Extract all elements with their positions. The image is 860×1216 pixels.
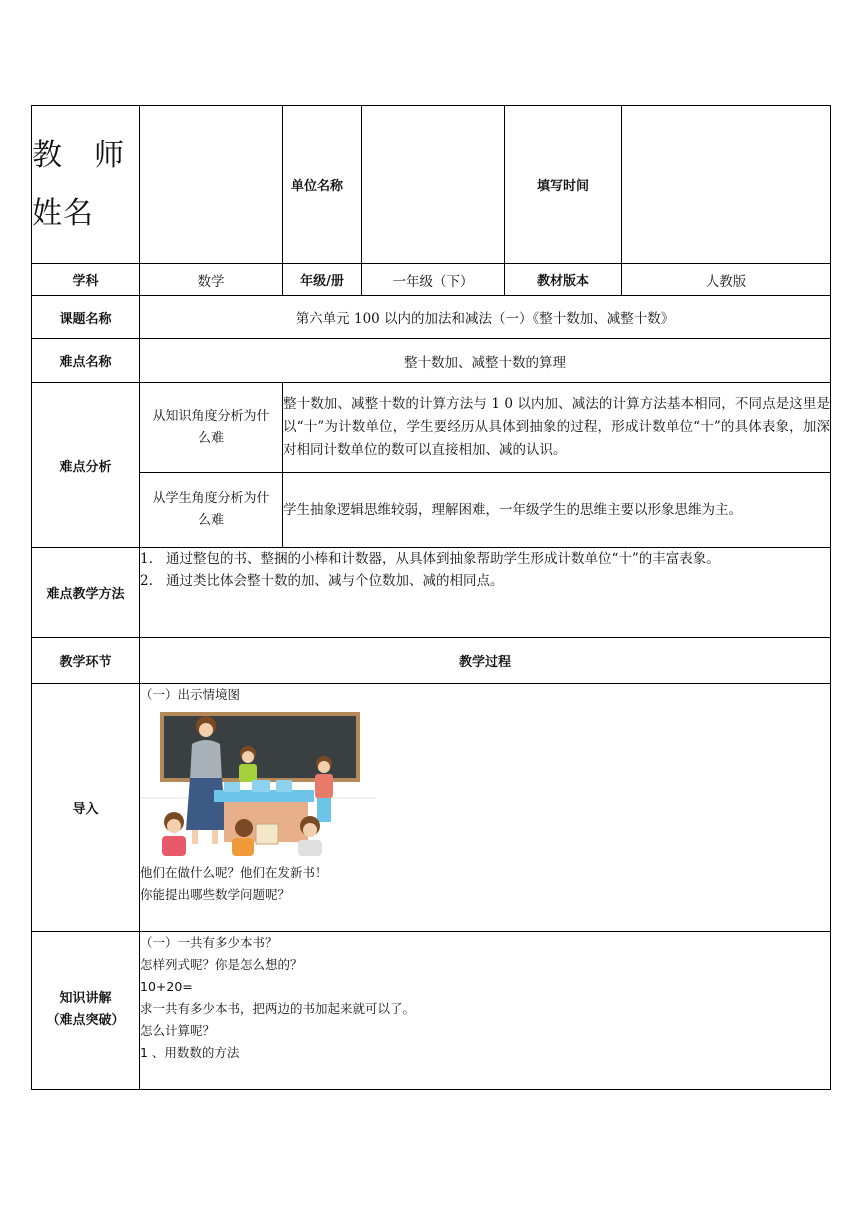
time-value[interactable] [622,106,831,264]
knowledge-line: 1 、用数数的方法 [140,1044,240,1060]
teacher-name-label-line2: 姓名 [32,195,94,231]
process-header-row [32,638,831,683]
method-item [140,570,830,592]
intro-title: （一）出示情境图 [140,686,241,702]
method-item-text: 通过整包的书、整捆的小棒和计数器，从具体到抽象帮助学生形成计数单位“十”的丰富表象。 [166,551,720,568]
knowledge-line: 怎样列式呢？你是怎么想的？ [140,956,303,972]
topic-value: 第六单元 100 以内的加法和减法（一）《整十数加、减整十数》 [140,296,831,339]
edition-label: 教材版本 [505,264,622,296]
classroom-scene-illustration [140,708,376,858]
grade-label: 年级/册 [283,264,362,296]
edition-value: 人教版 [622,264,831,296]
intro-content [140,683,831,931]
student-angle-label: 从学生角度分析为什么难 [140,473,283,548]
knowledge-angle-text: 整十数加、减整十数的计算方法与 1 0 以内加、减法的计算方法基本相同，不同点是这里是以“十”为计数单位，学生要经历从具体到抽象的过程，形成计数单位“十”的具体表象，加深对相同计数单位的数可以直接相加、减的认识。 [283,383,831,473]
knowledge-label-line1: 知识讲解 [59,991,112,1007]
method-list [140,548,831,638]
analysis-knowledge-row [32,383,831,473]
method-item [140,548,830,570]
subject-label: 学科 [32,264,140,296]
difficulty-label: 难点名称 [32,339,140,383]
knowledge-content [140,931,831,1089]
intro-row [32,683,831,931]
method-item-number: 1. [140,551,153,568]
method-item-number: 2. [140,573,153,590]
difficulty-row [32,339,831,383]
time-label: 填写时间 [505,106,622,264]
intro-line-1: 他们在做什么呢？他们在发新书！ [140,864,328,880]
knowledge-line: 10+20= [140,978,193,994]
topic-label: 课题名称 [32,296,140,339]
analysis-label: 难点分析 [32,383,140,548]
teacher-name-label-line1: 教 师 [32,137,125,173]
subject-value: 数学 [140,264,283,296]
knowledge-label [32,931,140,1089]
knowledge-line: 求一共有多少本书，把两边的书加起来就可以了。 [140,1000,416,1016]
teaching-link-label: 教学环节 [32,638,140,683]
grade-value: 一年级（下） [362,264,505,296]
teacher-name-value[interactable] [140,106,283,264]
unit-value[interactable] [362,106,505,264]
knowledge-label-line2: （难点突破） [46,1013,125,1029]
analysis-student-row [32,473,831,548]
method-label: 难点教学方法 [32,548,140,638]
topic-row [32,296,831,339]
teacher-name-label [32,106,140,264]
method-row [32,548,831,638]
unit-label: 单位名称 [283,106,362,264]
teacher-row [32,106,831,264]
knowledge-angle-label: 从知识角度分析为什么难 [140,383,283,473]
student-angle-text: 学生抽象逻辑思维较弱，理解困难，一年级学生的思维主要以形象思维为主。 [283,473,831,548]
knowledge-row [32,931,831,1089]
difficulty-value: 整十数加、减整十数的算理 [140,339,831,383]
knowledge-line: 怎么计算呢？ [140,1022,216,1038]
lesson-plan-table [31,105,831,1090]
teaching-process-label: 教学过程 [140,638,831,683]
subject-row [32,264,831,296]
knowledge-line: （一）一共有多少本书？ [140,934,278,950]
intro-line-2: 你能提出哪些数学问题呢？ [140,886,291,902]
intro-label: 导入 [32,683,140,931]
method-item-text: 通过类比体会整十数的加、减与个位数加、减的相同点。 [166,573,504,590]
